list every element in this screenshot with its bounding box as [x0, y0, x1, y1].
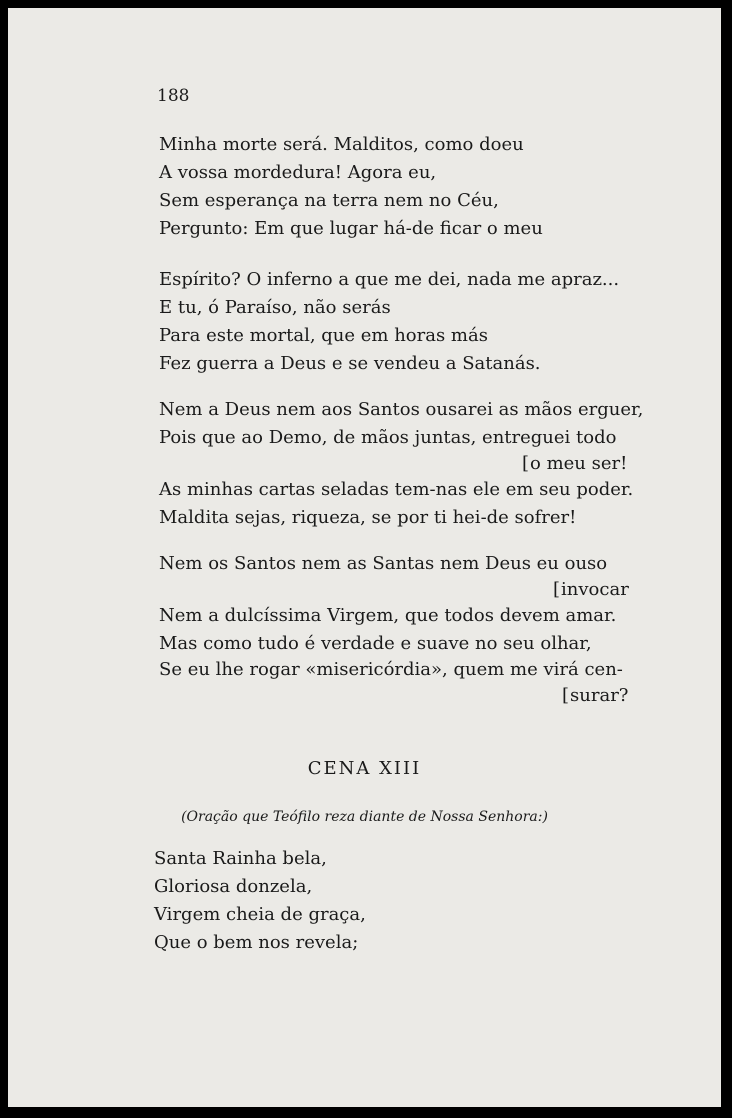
verse-line: Nem os Santos nem as Santas nem Deus eu ouso: [159, 553, 608, 574]
verse-line: Nem a dulcíssima Virgem, que todos devem amar.: [159, 605, 617, 626]
book-page: [8, 8, 721, 1107]
verse-line: Minha morte será. Malditos, como doeu: [159, 134, 524, 155]
scene-title: CENA XIII: [307, 758, 422, 779]
verse-line: As minhas cartas seladas tem-nas ele em seu poder.: [159, 479, 634, 500]
verse-line: A vossa mordedura! Agora eu,: [159, 162, 437, 183]
verse-line: Espírito? O inferno a que me dei, nada me apraz...: [159, 269, 620, 290]
verse-line: E tu, ó Paraíso, não serás: [159, 297, 391, 318]
verse-line: Sem esperança na terra nem no Céu,: [159, 190, 499, 211]
verse-line: Fez guerra a Deus e se vendeu a Satanás.: [159, 353, 541, 374]
verse-line: Para este mortal, que em horas más: [159, 325, 488, 346]
verse-line: Nem a Deus nem aos Santos ousarei as mãos erguer,: [159, 399, 644, 420]
verse-line: Pergunto: Em que lugar há-de ficar o meu: [159, 218, 543, 239]
hymn-line: Santa Rainha bela,: [154, 848, 327, 869]
hymn-line: Gloriosa donzela,: [154, 876, 313, 897]
verse-line: Maldita sejas, riqueza, se por ti hei-de sofrer!: [159, 507, 577, 528]
verse-continuation: [invocar: [553, 579, 629, 600]
verse-continuation: [surar?: [562, 685, 629, 706]
verse-line: Mas como tudo é verdade e suave no seu olhar,: [159, 633, 592, 654]
verse-line: Se eu lhe rogar «misericórdia», quem me virá cen-: [159, 659, 623, 680]
hymn-line: Que o bem nos revela;: [154, 932, 359, 953]
verse-continuation: [o meu ser!: [522, 453, 628, 474]
hymn-line: Virgem cheia de graça,: [154, 904, 366, 925]
page-number: 188: [157, 86, 190, 106]
verse-line: Pois que ao Demo, de mãos juntas, entreguei todo: [159, 427, 617, 448]
stage-direction: (Oração que Teófilo reza diante de Nossa Senhora:): [181, 809, 548, 825]
